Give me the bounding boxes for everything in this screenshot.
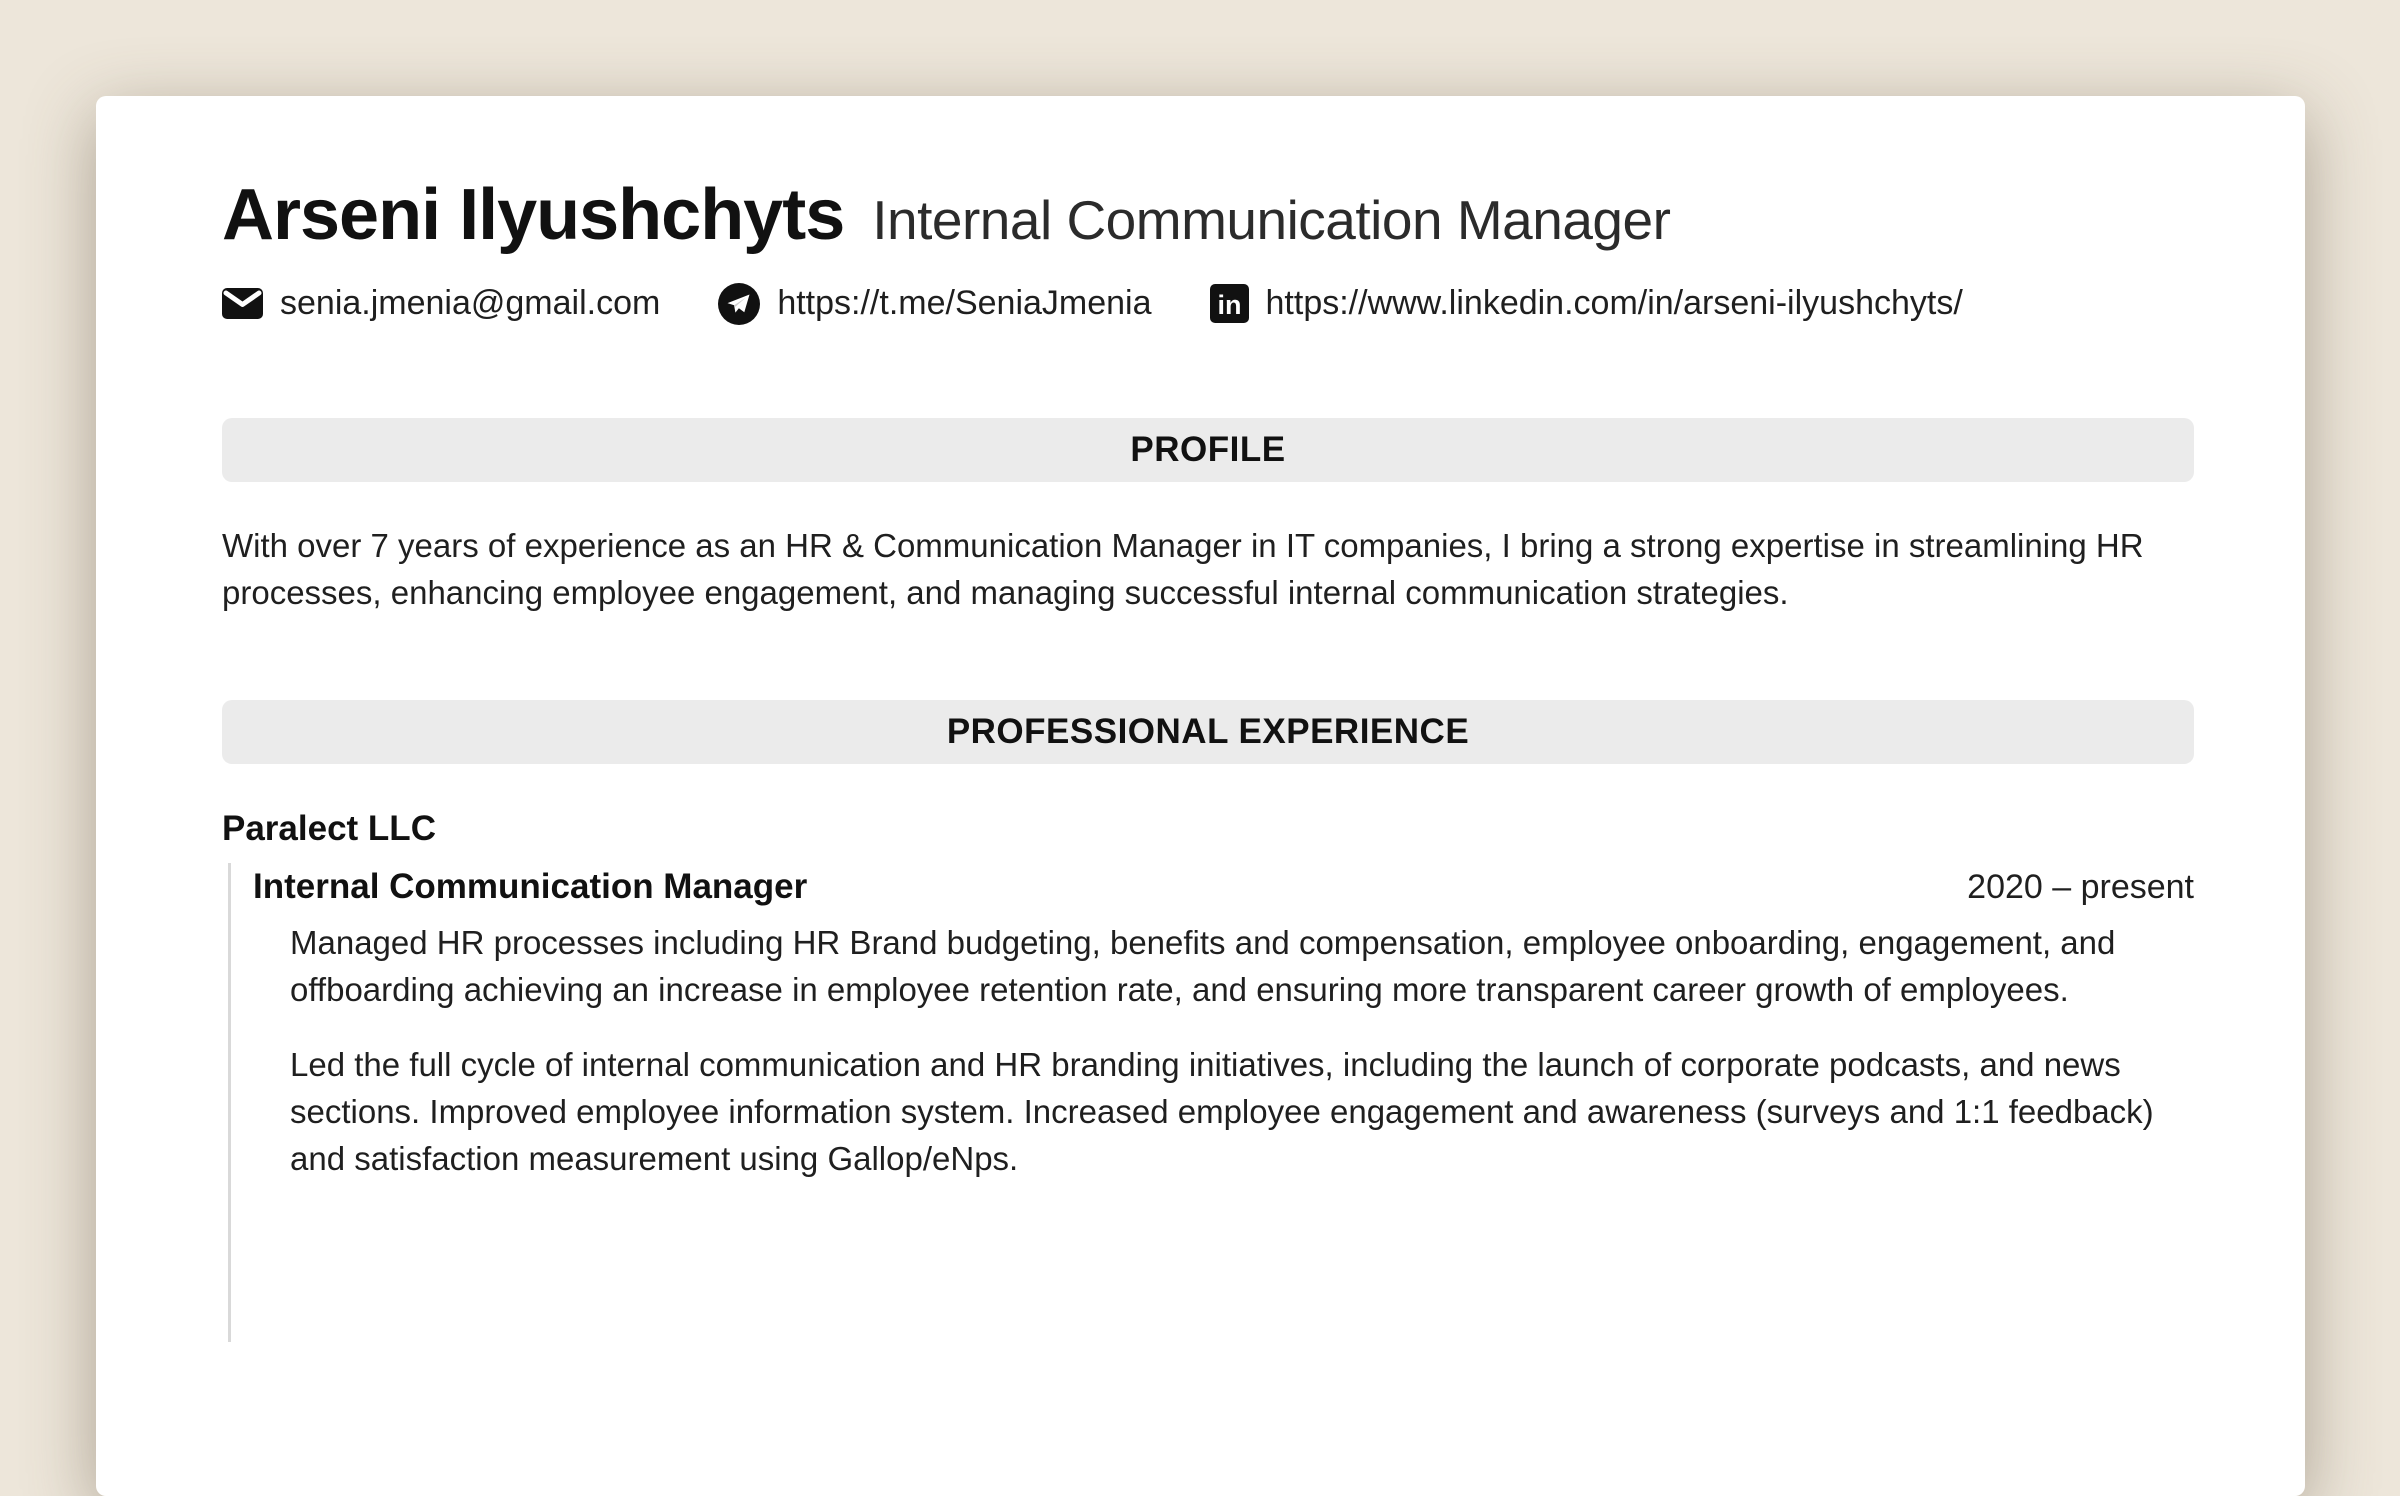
linkedin-link[interactable]: https://www.linkedin.com/in/arseni-ilyushchyts/ [1265,284,1963,323]
experience-role [228,863,2194,1342]
person-name: Arseni Ilyushchyts [222,175,845,255]
role-paragraph: Led the full cycle of internal communication and HR branding initiatives, including the launch of corporate podcasts, and news sections. Improved employee information system. Increased employee engagement and awareness (surveys and 1:1 feedback) and satisfaction measurement using Gallop/eNps. [290,1045,2154,1177]
telegram-icon [718,283,760,325]
linkedin-icon [1210,284,1249,323]
svg-text:in: in [1217,290,1242,321]
profile-section-header [222,418,2194,482]
resume-card [96,96,2305,1496]
role-title: Internal Communication Manager [253,866,808,906]
profile-section-title: PROFILE [1130,429,1286,469]
profile-summary-text: With over 7 years of experience as an HR & Communication Manager in IT companies, I bring a strong expertise in streamlining HR processes, enhancing employee engagement, and managing successful internal communication strategies. [222,526,2144,611]
telegram-link[interactable]: https://t.me/SeniaJmenia [777,284,1152,323]
role-header [253,863,2194,911]
contact-item-linkedin [1210,284,1963,323]
experience-company [222,809,2194,1342]
email-link[interactable]: senia.jmenia@gmail.com [280,284,661,323]
resume-header [222,174,2194,257]
person-job-title: Internal Communication Manager [872,189,1671,251]
experience-section-title: PROFESSIONAL EXPERIENCE [946,711,1470,751]
contact-item-email [222,284,660,323]
email-icon [222,288,263,319]
contact-item-telegram [718,283,1151,325]
company-name: Paralect LLC [222,808,436,848]
contact-row [222,283,2194,325]
resume-content [96,96,2305,1342]
role-dates: 2020 – present [1967,867,2194,906]
role-paragraph: Managed HR processes including HR Brand budgeting, benefits and compensation, employee onboarding, engagement, and offboarding achieving an increase in employee retention rate, and ensuring more transparent career growth of employees. [290,923,2116,1008]
experience-section-header [222,700,2194,764]
